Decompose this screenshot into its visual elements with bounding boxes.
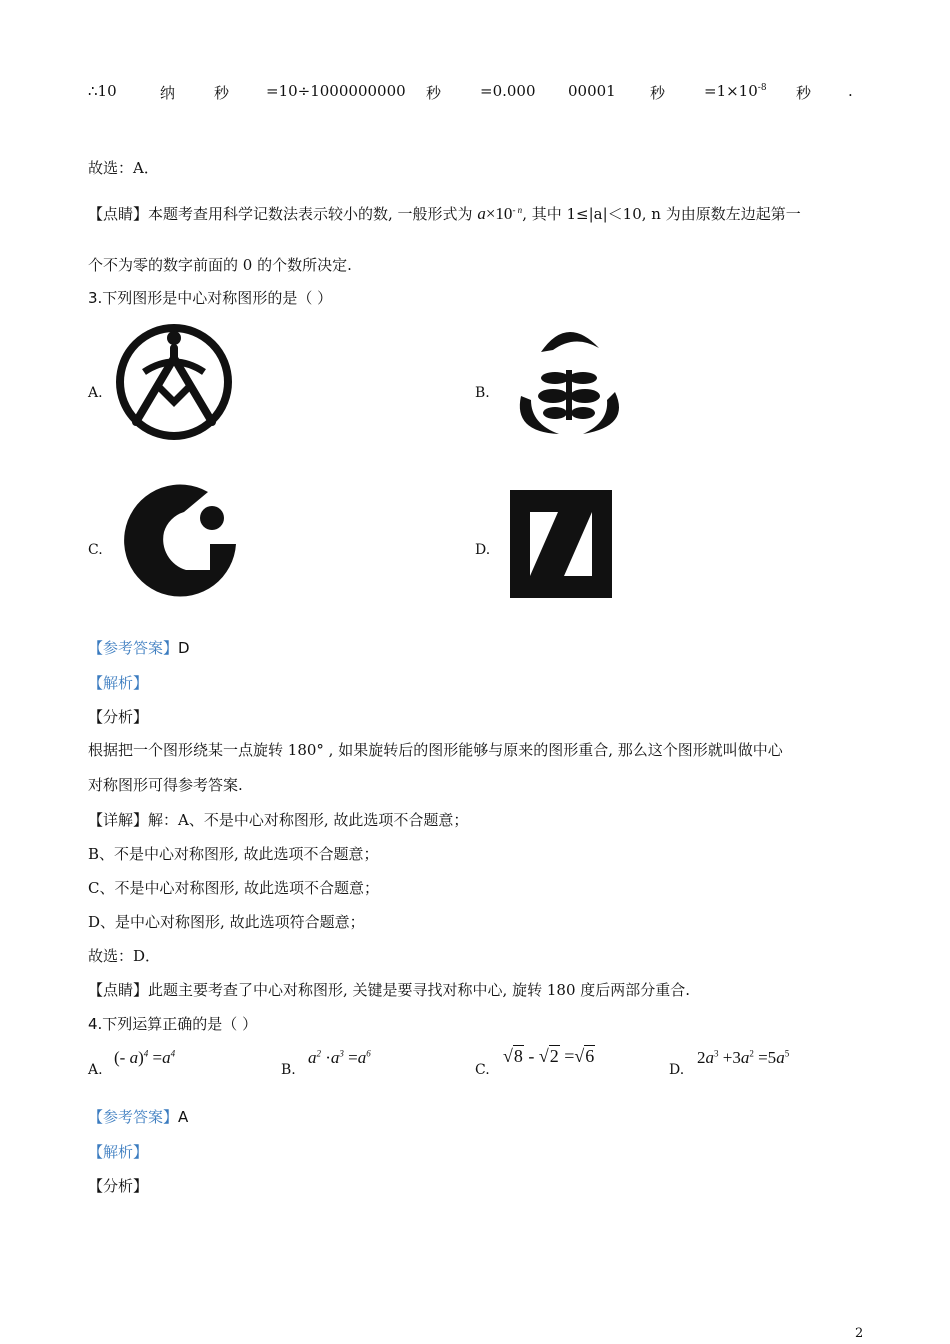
dianjing-text: 本题考查用科学记数法表示较小的数, 一般形式为 xyxy=(148,205,473,223)
detail-tag: 【详解】 xyxy=(88,811,149,829)
option-a-expr: (- $a)^4 =a^4$ xyxy=(114,1048,176,1067)
answer-value: A xyxy=(178,1108,189,1126)
page-number: 2 xyxy=(855,1326,864,1341)
eq-text: =0.000 xyxy=(480,82,536,100)
fenxi-tag: 【分析】 xyxy=(88,708,149,726)
dianjing-tag: 【点睛】 xyxy=(88,205,149,223)
detail-line: C、不是中心对称图形, 故此选项不合题意； xyxy=(88,879,380,897)
eq-text: $=1\times 10^{-8}$ xyxy=(704,82,767,100)
option-b-label: B. xyxy=(475,385,490,401)
unit-miao: 秒 xyxy=(796,84,812,102)
option-a-label: A. xyxy=(88,1062,103,1078)
detail-line: D、是中心对称图形, 故此选项符合题意； xyxy=(88,913,365,931)
digits-text: 00001 xyxy=(568,82,616,100)
period: . xyxy=(848,82,853,100)
detail-line xyxy=(88,809,468,830)
analysis-tag: 【解析】 xyxy=(88,1143,149,1161)
answer-tag: 【参考答案】 xyxy=(88,639,179,657)
dianjing-text: 此题主要考查了中心对称图形, 关键是要寻找对称中心, 旋转 180 度后两部分重合. xyxy=(148,981,691,999)
option-c-label: C. xyxy=(475,1062,490,1078)
unit-na: 纳 xyxy=(160,84,176,102)
option-c-label: C. xyxy=(88,542,103,558)
analysis-text-2: 对称图形可得参考答案. xyxy=(88,776,243,794)
circle-figure-icon xyxy=(114,322,236,442)
answer-tag: 【参考答案】 xyxy=(88,1108,179,1126)
option-c-expr: √8 - √2 =√6 xyxy=(503,1046,595,1066)
formula-a: a xyxy=(477,204,486,223)
unit-miao: 秒 xyxy=(214,84,230,102)
dianjing-line-2: 个不为零的数字前面的 0 的个数所决定. xyxy=(88,256,352,274)
option-a-label: A. xyxy=(88,385,103,401)
question-3-title: 3.下列图形是中心对称图形的是（ ） xyxy=(88,289,333,307)
option-d-label: D. xyxy=(669,1062,685,1078)
formula-exp: - n xyxy=(512,205,523,215)
answer-line: 故选：A． xyxy=(88,159,159,177)
conclusion-line: 故选：D． xyxy=(88,947,161,965)
option-b-label: B. xyxy=(281,1062,296,1078)
detail-line: B、不是中心对称图形, 故此选项不合题意； xyxy=(88,845,379,863)
dianjing-text-b: , 其中 1≤|a|＜10, n 为由原数左边起第一 xyxy=(522,205,801,223)
option-d-expr: $2a^3 +3a^2 =5a^5$ xyxy=(697,1048,790,1067)
square-n-icon xyxy=(508,488,614,600)
detail-text: 解：A、不是中心对称图形, 故此选项不合题意； xyxy=(148,811,469,829)
answer-value: D xyxy=(178,639,190,657)
answer-row xyxy=(88,1106,188,1127)
option-b-expr: $a^2 \cdot a^3 =a^6$ xyxy=(308,1048,371,1067)
therefore-text: ∴10 xyxy=(88,82,117,100)
unit-miao: 秒 xyxy=(650,84,666,102)
exponent: -8 xyxy=(757,83,767,93)
dianjing-line xyxy=(88,979,690,1000)
analysis-text: 根据把一个图形绕某一点旋转 180° , 如果旋转后的图形能够与原来的图形重合, 那么这个图形就叫做中心 xyxy=(88,741,783,759)
analysis-tag: 【解析】 xyxy=(88,674,149,692)
eq-text: =10÷1000000000 xyxy=(266,82,406,100)
option-d-label: D. xyxy=(475,542,491,558)
unit-miao: 秒 xyxy=(426,84,442,102)
dianjing-tag: 【点睛】 xyxy=(88,981,149,999)
formula-times: ×10 xyxy=(485,204,513,223)
g-shape-icon xyxy=(124,482,240,602)
question-4-title: 4.下列运算正确的是（ ） xyxy=(88,1015,258,1033)
leaf-triangle-icon xyxy=(503,320,633,438)
dianjing-line xyxy=(88,203,801,224)
answer-row xyxy=(88,637,190,658)
fenxi-tag: 【分析】 xyxy=(88,1177,149,1195)
